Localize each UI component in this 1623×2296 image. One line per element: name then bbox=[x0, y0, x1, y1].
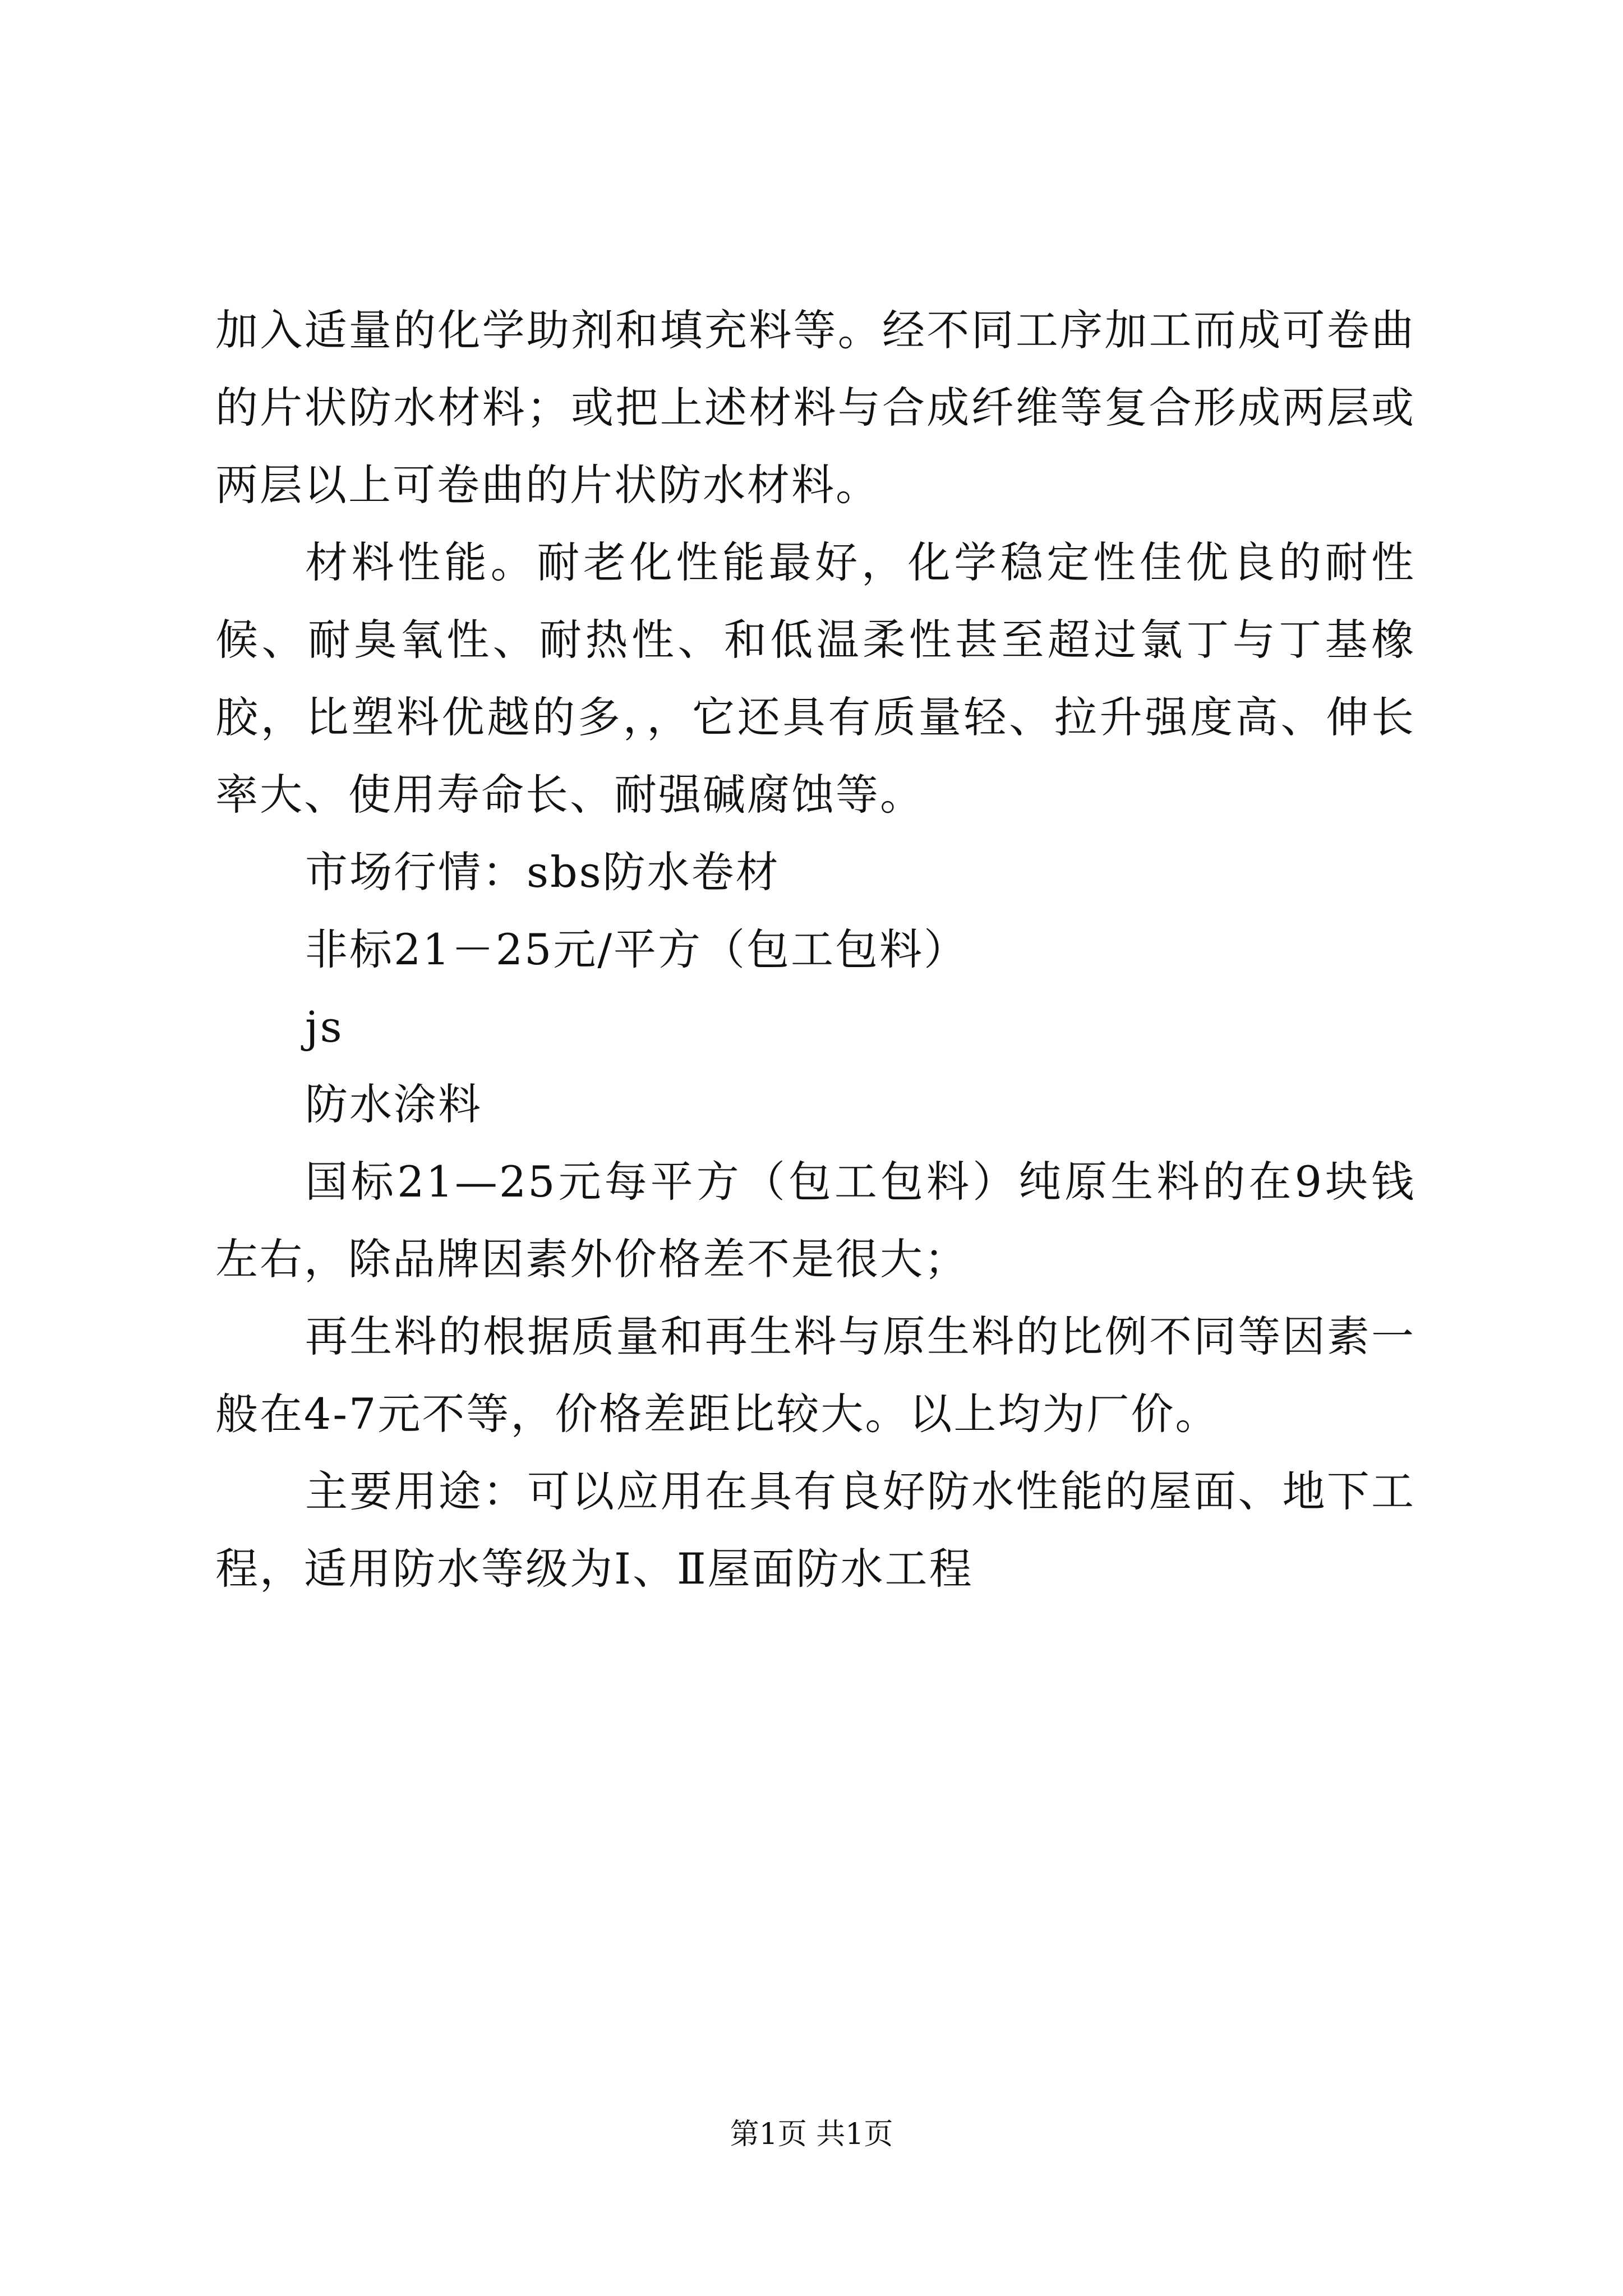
paragraph-waterproof-coating: 防水涂料 bbox=[305, 1079, 482, 1129]
paragraph-main-uses: 主要用途：可以应用在具有良好防水性能的屋面、地下工程，适用防水等级为Ⅰ、Ⅱ屋面防水工程 bbox=[215, 1466, 1415, 1594]
paragraph-nonstandard-price: 非标21－25元/平方（包工包料） bbox=[305, 924, 969, 974]
paragraph-national-standard-price: 国标21—25元每平方（包工包料）纯原生料的在9块钱左右，除品牌因素外价格差不是很大； bbox=[215, 1157, 1415, 1284]
paragraph-continuation: 加入适量的化学助剂和填充料等。经不同工序加工而成可卷曲的片状防水材料；或把上述材料与合成纤维等复合形成两层或两层以上可卷曲的片状防水材料。 bbox=[215, 305, 1415, 510]
page-footer: 第1页 共1页 bbox=[730, 2118, 893, 2151]
paragraph-material-performance: 材料性能。耐老化性能最好，化学稳定性佳优良的耐性候、耐臭氧性、耐热性、和低温柔性甚至超过氯丁与丁基橡胶，比塑料优越的多，，它还具有质量轻、拉升强度高、伸长率大、使用寿命长、耐强碱腐蚀等。 bbox=[215, 537, 1415, 820]
paragraph-market-sbs: 市场行情：sbs防水卷材 bbox=[305, 847, 780, 897]
paragraph-recycled-material: 再生料的根据质量和再生料与原生料的比例不同等因素一般在4-7元不等，价格差距比较大。以上均为厂价。 bbox=[215, 1312, 1415, 1439]
document-body bbox=[215, 292, 1415, 1608]
paragraph-js: js bbox=[305, 1002, 344, 1052]
